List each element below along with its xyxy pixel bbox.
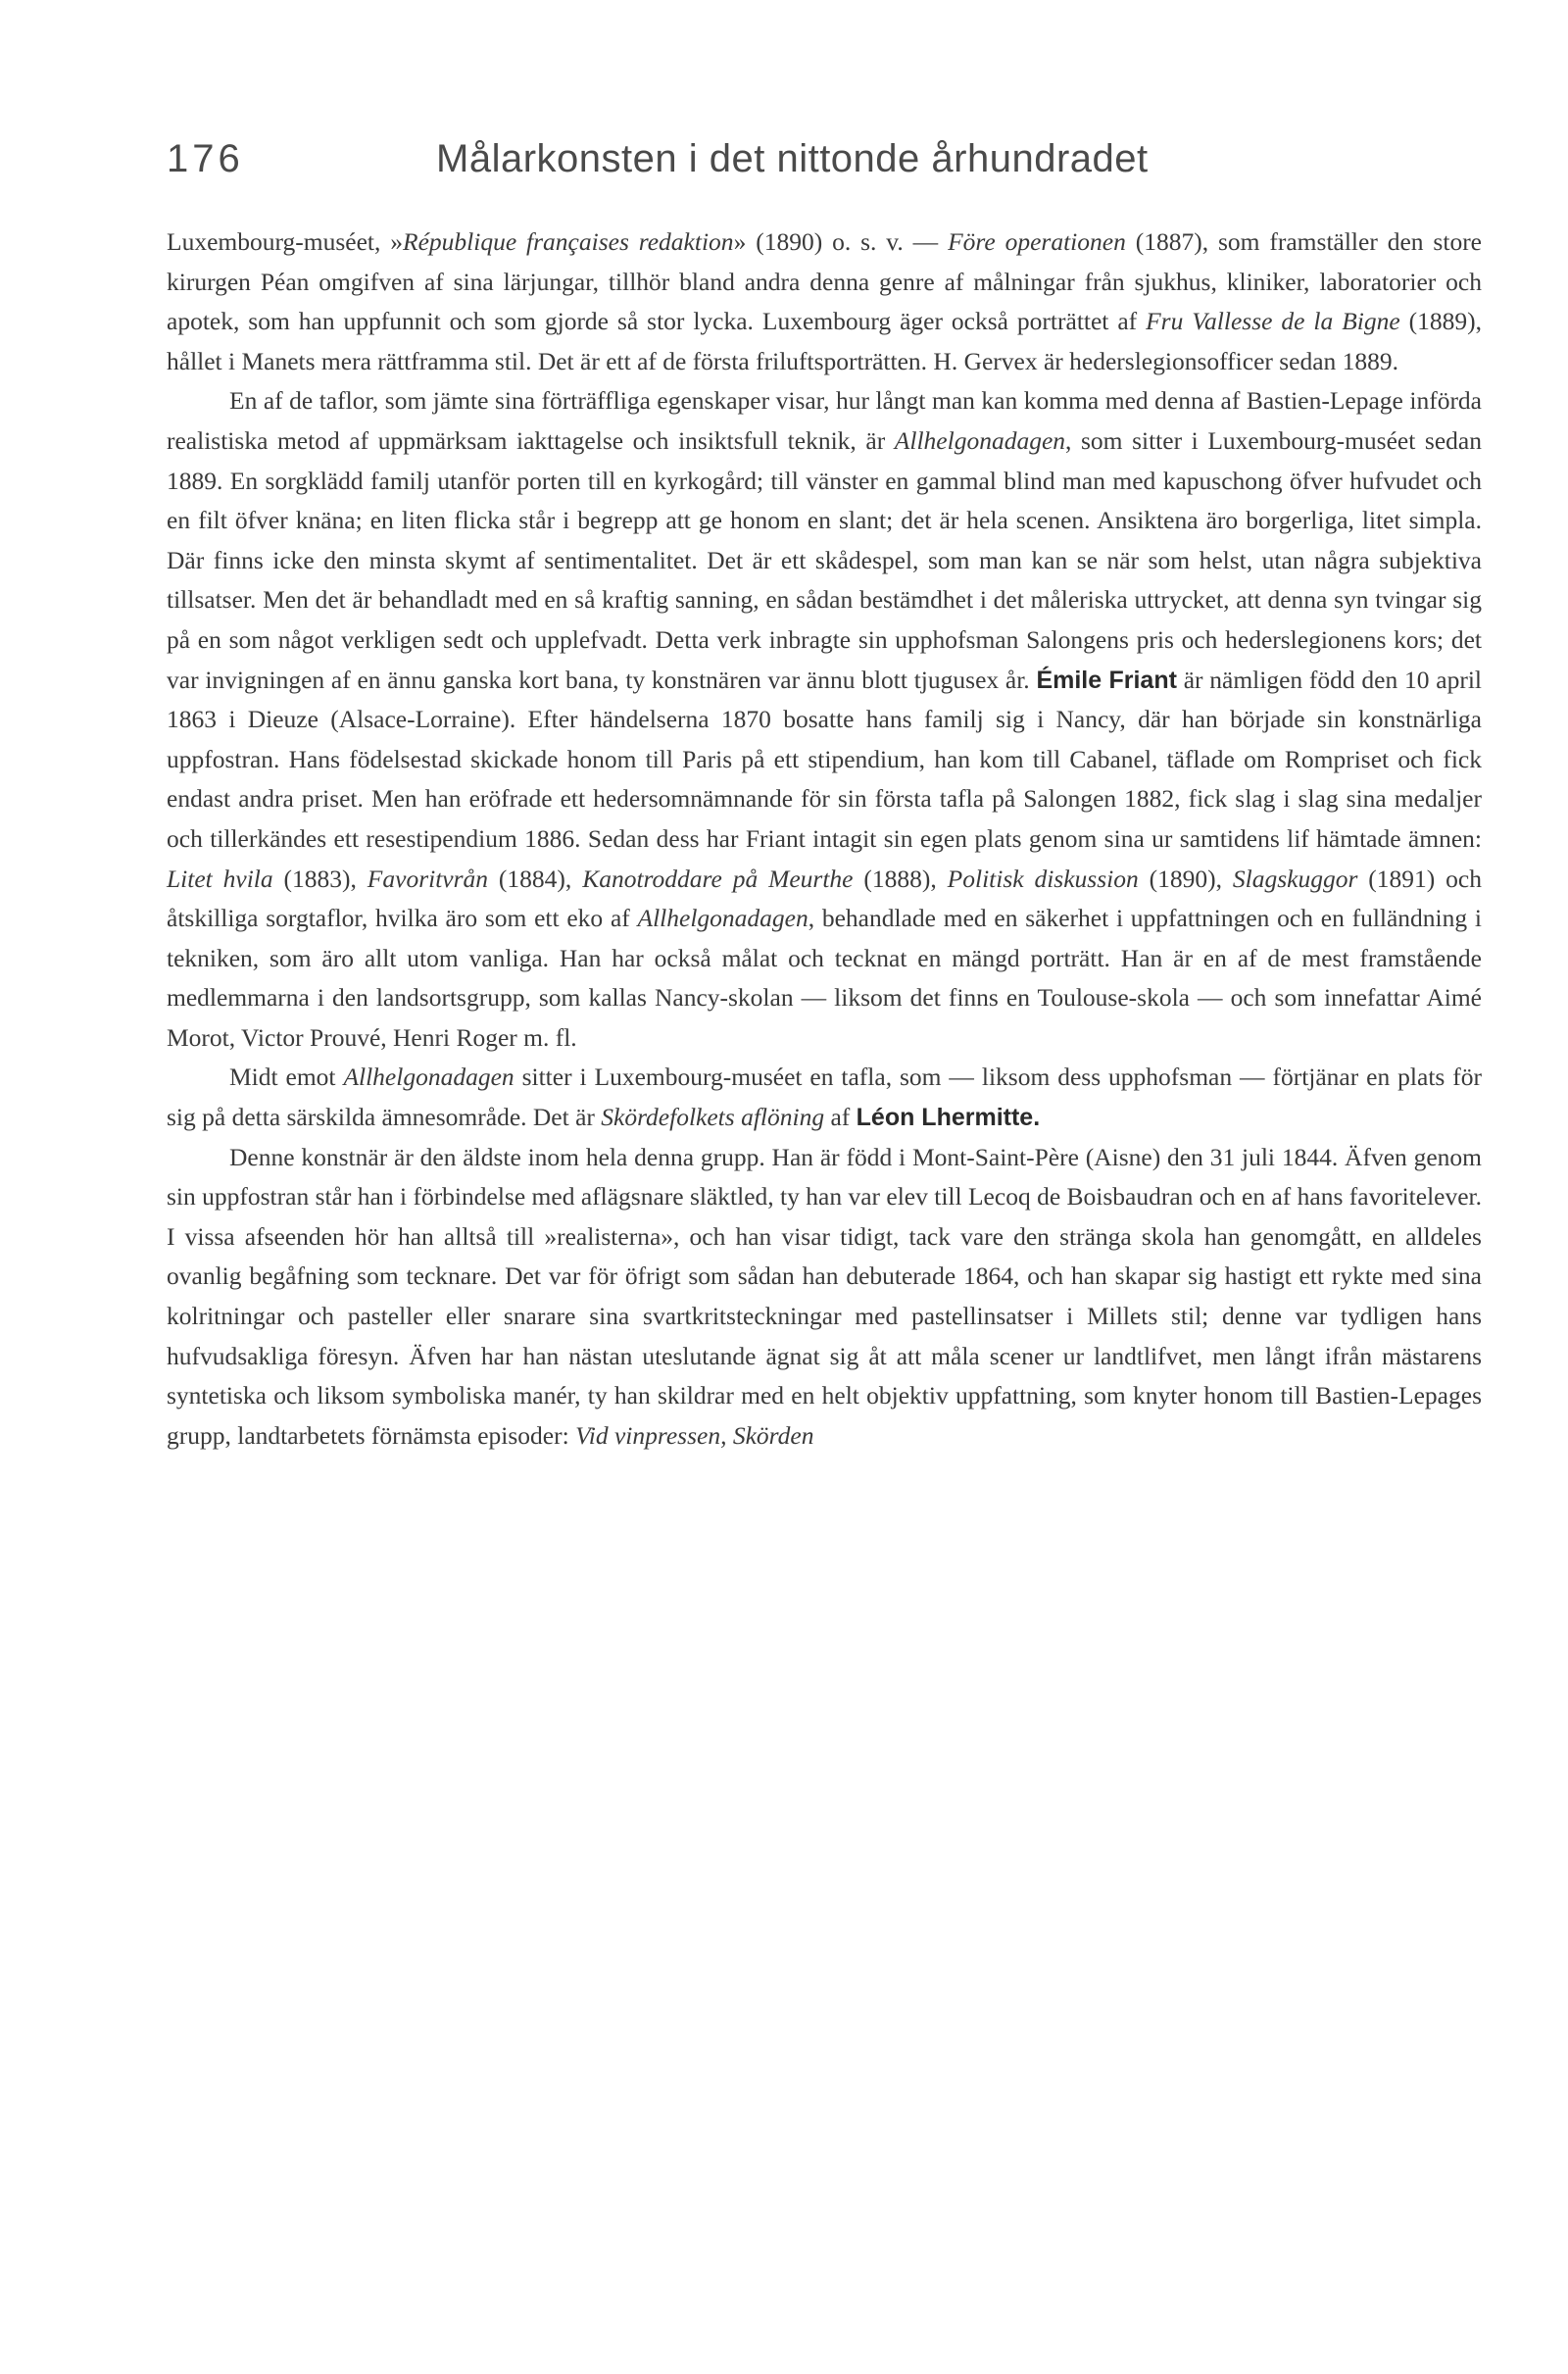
italic-title: Allhelgonadagen [637, 904, 808, 933]
italic-title: République françaises redaktion [403, 227, 734, 256]
running-head [167, 137, 1482, 181]
italic-title: Allhelgonadagen [894, 425, 1066, 455]
italic-title: Allhelgonadagen [343, 1063, 514, 1092]
paragraph: Luxembourg-muséet, »République françaises redaktion» (1890) o. s. v. — Före operationen (1887), som framställer den store kirurgen Péan omgifven af sina lärjungar, tillhör bland andra denna genre af målningar från sjukhus, kliniker, laboratorier och apotek, som han uppfunnit och som gjorde så stor lycka. Luxembourg äger också porträttet af Fru Vallesse de la Bigne (1889), hållet i Manets mera rättframma stil. Det är ett af de första friluftsporträtten. H. Gervex är hederslegionsofficer sedan 1889. [167, 227, 1483, 375]
paragraph: Denne konstnär är den äldste inom hela denna grupp. Han är född i Mont-Saint-Père (Aisne) den 31 juli 1844. Äfven genom sin uppfostran står han i förbindelse med aflägsnare släktled, ty han var elev till Lecoq de Boisbaudran och en af hans favoritelever. I vissa afseenden hör han alltså till »realisterna», och han visar tidigt, tack vare den stränga skola han genomgått, en alldeles ovanlig begåfning som tecknare. Det var för öfrigt som sådan han debuterade 1864, och han skapar sig hastigt ett rykte med sina kolritningar och pasteller eller snarare sina svartkritsteckningar med pastellinsatser i Millets stil; denne var tydligen hans hufvudsakliga föresyn. Äfven har han nästan uteslutande ägnat sig åt att måla scener ur landtlifvet, men långt ifrån mästarens syntetiska och liksom symboliska manér, ty han skildrar med en helt objektiv uppfattning, som knyter honom till Bastien-Lepages grupp, landtarbetets förnämsta episoder: Vid vinpressen, Skörden [167, 1142, 1482, 1450]
paragraph: En af de taflor, som jämte sina förträffliga egenskaper visar, hur långt man kan komma med denna af Bastien-Lepage införda realistiska metod af uppmärksam iakttagelse och insiktsfull teknik, är Allhelgonadagen, som sitter i Luxembourg-muséet sedan 1889. En sorgklädd familj utanför porten till en kyrkogård; till vänster en gammal blind man med kapuschong öfver hufvudet och en filt öfver knäna; en liten flicka står i begrepp att ge honom en slant; det är hela scenen. Ansiktena äro borgerliga, litet simpla. Där finns icke den minsta skymt af sentimentalitet. Det är ett skådespel, som man kan se när som helst, utan några subjektiva tillsatser. Men det är behandladt med en så kraftig sanning, en sådan bestämdhet i det måleriska uttrycket, att denna syn tvingar sig på en som något verkligen sedt och upplefvadt. Detta verk inbragte sin upphofsman Salongens pris och hederslegionens kors; det var invigningen af en ännu ganska kort bana, ty konstnären var ännu blott tjugusex år. Émile Friant är nämligen född den 10 april 1863 i Dieuze (Alsace-Lorraine). Efter händelserna 1870 bosatte hans familj sig i Nancy, där han började sin konstnärliga uppfostran. Hans födelsestad skickade honom till Paris på ett stipendium, han kom till Cabanel, täflade om Rompriset och fick endast andra priset. Men han eröfrade ett hedersomnämnande för sin första tafla på Salongen 1882, fick slag i slag sina medaljer och tillerkändes ett resestipendium 1886. Sedan dess har Friant intagit sin egen plats genom sina ur samtidens lif hämtade ämnen: Litet hvila (1883), Favoritvrån (1884), Kanotroddare på Meurthe (1888), Politisk diskussion (1890), Slagskuggor (1891) och åtskilliga sorgtaflor, hvilka äro som ett eko af Allhelgonadagen, behandlade med en säkerhet i uppfattningen och en fulländning i tekniken, som äro allt utom vanliga. Han har också målat och tecknat en mängd porträtt. Han är en af de mest framstående medlemmarna i den landsortsgrupp, som kallas Nancy-skolan — liksom det finns en Toulouse-skola — och som innefattar Aimé Morot, Victor Prouvé, Henri Roger m. fl. [167, 386, 1482, 1052]
italic-title: Litet hvila [167, 864, 273, 893]
italic-title: Vid vinpressen, Skörden [575, 1420, 814, 1450]
running-title: Målarkonsten i det nittonde århundradet [436, 137, 1149, 180]
italic-title: Politisk diskussion [947, 864, 1139, 893]
italic-title: Fru Vallesse de la Bigne [1146, 307, 1400, 336]
book-page [167, 137, 1482, 1456]
italic-title: Före operationen [948, 227, 1126, 256]
artist-name: Émile Friant [1036, 666, 1177, 694]
paragraph: Midt emot Allhelgonadagen sitter i Luxembourg-muséet en tafla, som — liksom dess upphofsman — förtjänar en plats för sig på detta särskilda ämnesområde. Det är Skördefolkets aflöning af Léon Lhermitte. [167, 1063, 1482, 1132]
italic-title: Slagskuggor [1232, 864, 1358, 893]
page-number: 176 [167, 137, 244, 180]
italic-title: Kanotroddare på Meurthe [582, 864, 854, 893]
artist-name: Léon Lhermitte. [856, 1104, 1041, 1132]
italic-title: Favoritvrån [367, 864, 489, 893]
body-text [167, 223, 1482, 1456]
italic-title: Skördefolkets aflöning [601, 1103, 825, 1132]
